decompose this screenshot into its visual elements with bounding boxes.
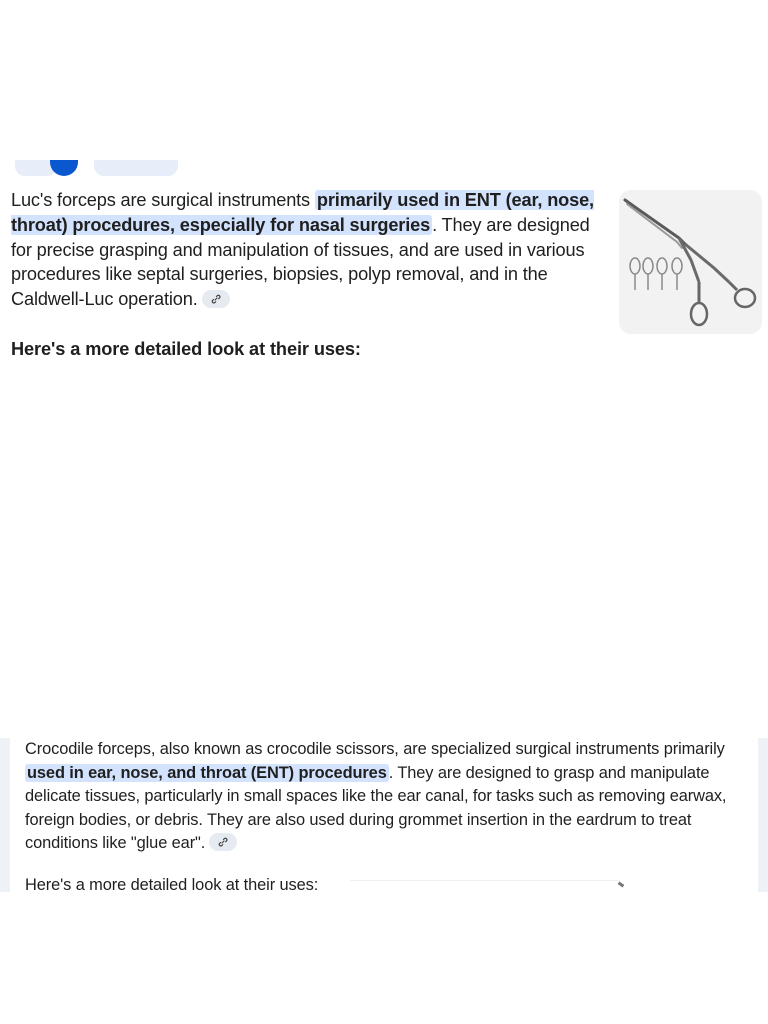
highlighted-text: used in ear, nose, and throat (ENT) procedures <box>27 763 387 782</box>
decorative-mark <box>618 882 625 888</box>
highlighted-text: primarily used in ENT (ear, nose, throat) procedures, especially for nasal surgeries <box>11 190 594 235</box>
para-text: Crocodile forceps, also known as crocodile scissors, are specialized surgical instruments primarily <box>25 740 725 758</box>
top-chip-strip <box>10 160 190 178</box>
source-link-button[interactable] <box>202 290 230 308</box>
divider <box>350 880 620 881</box>
uses-heading: Here's a more detailed look at their uses: <box>25 876 319 894</box>
para-text: Luc's forceps are surgical instruments <box>11 190 315 210</box>
para-text: . They are designed for precise grasping and manipulation of tissues, and are used in various procedures like septal surgeries, biopsies, polyp removal, and in the Caldwell-Luc operation. <box>11 214 590 310</box>
link-icon <box>217 836 229 848</box>
uses-heading: Here's a more detailed look at their uses: <box>11 339 361 359</box>
overview-paragraph-crocodile-forceps <box>25 738 747 856</box>
para-text: . They are designed to grasp and manipulate delicate tissues, particularly in small spaces like the ear canal, for tasks such as removing earwax, foreign bodies, or debris. They are also used during grommet insertion in the eardrum to treat conditions like "glue ear". <box>25 763 727 853</box>
source-link-button[interactable] <box>209 833 237 851</box>
forceps-image <box>619 190 762 334</box>
card-edge <box>758 738 768 892</box>
source-chip[interactable] <box>94 160 178 176</box>
overview-paragraph-lucs-forceps <box>11 188 611 312</box>
card-edge <box>0 738 10 892</box>
source-favicon[interactable] <box>50 160 78 176</box>
lucs-forceps-thumbnail[interactable] <box>619 190 762 334</box>
crocodile-forceps-card <box>0 735 768 892</box>
link-icon <box>210 293 222 305</box>
